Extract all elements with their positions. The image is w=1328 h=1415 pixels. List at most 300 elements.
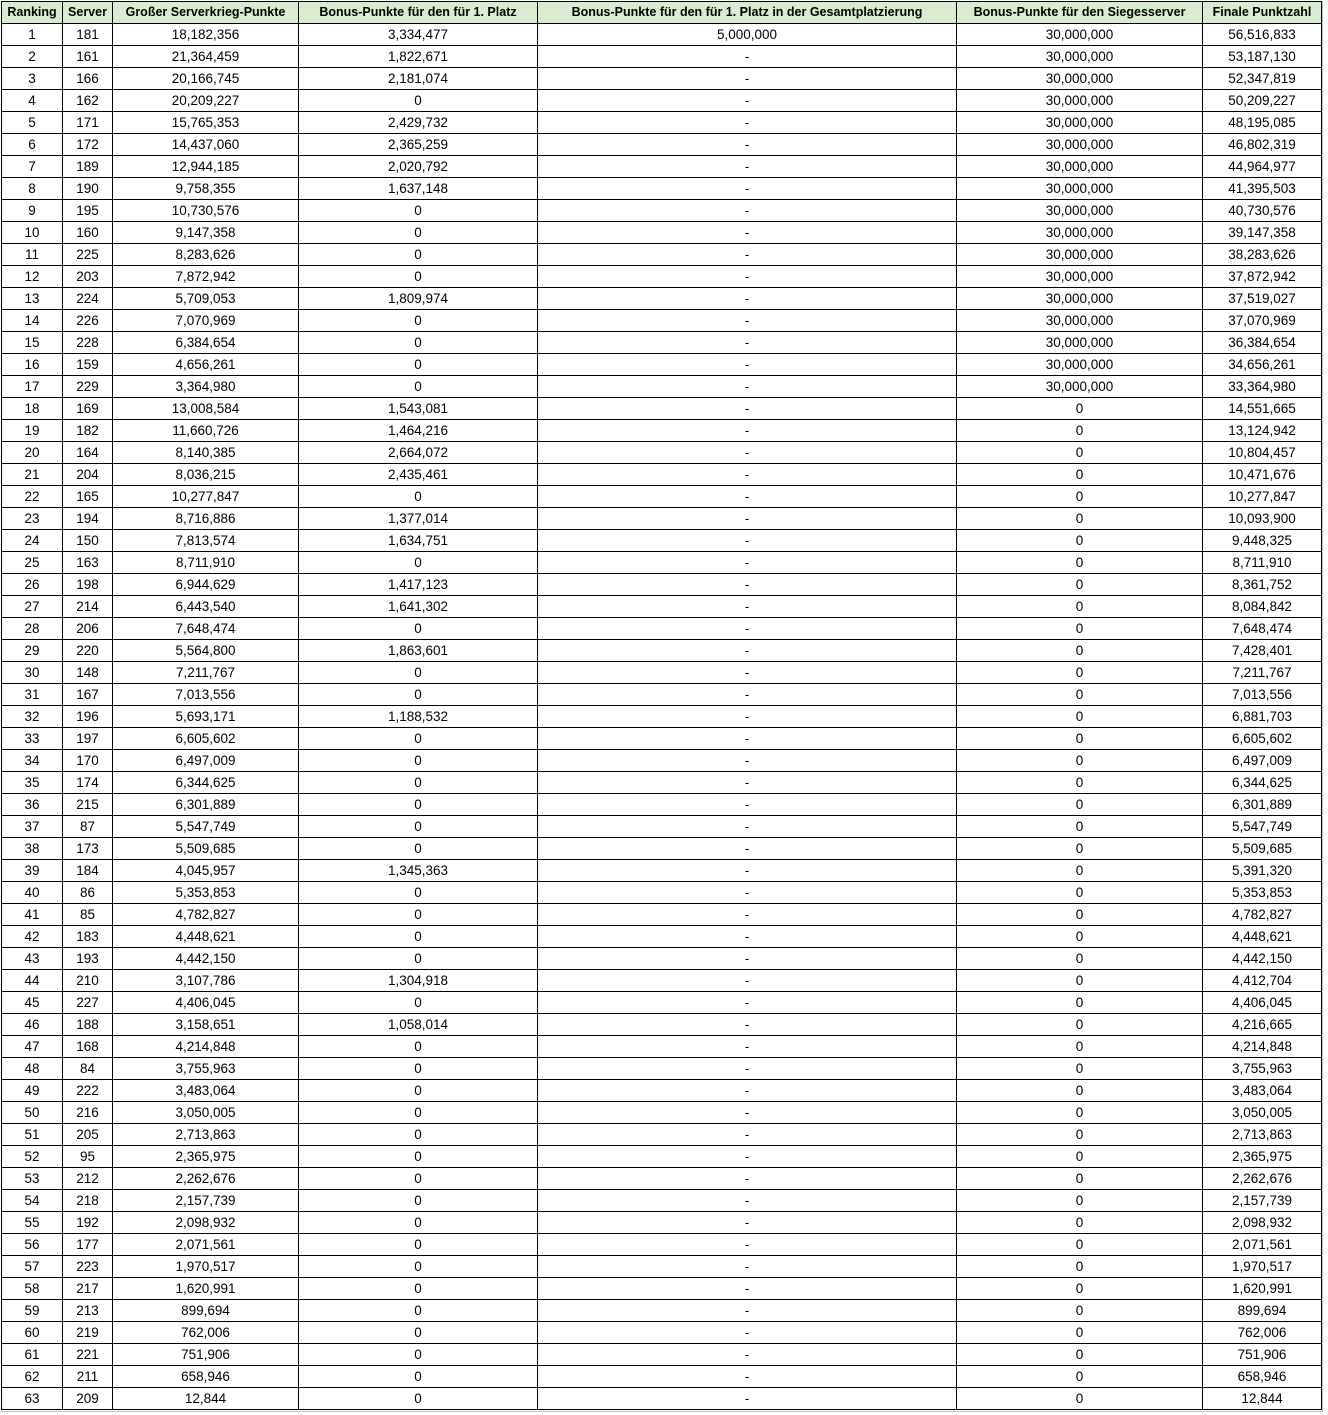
- ranking-cell: 33: [2, 728, 63, 750]
- ranking-cell: 7: [2, 156, 63, 178]
- bonus-overall-first-cell: -: [538, 728, 957, 750]
- bonus-winning-server-cell: 30,000,000: [957, 24, 1203, 46]
- final-score-cell: 8,084,842: [1203, 596, 1322, 618]
- server-cell: 219: [63, 1322, 113, 1344]
- bonus-winning-server-cell: 0: [957, 750, 1203, 772]
- bonus-winning-server-cell: 0: [957, 486, 1203, 508]
- serverkrieg-points-cell: 3,364,980: [113, 376, 299, 398]
- ranking-cell: 49: [2, 1080, 63, 1102]
- server-cell: 209: [63, 1388, 113, 1410]
- final-score-cell: 56,516,833: [1203, 24, 1322, 46]
- bonus-winning-server-cell: 30,000,000: [957, 134, 1203, 156]
- ranking-cell: 61: [2, 1344, 63, 1366]
- ranking-cell: 6: [2, 134, 63, 156]
- serverkrieg-points-cell: 6,944,629: [113, 574, 299, 596]
- bonus-winning-server-cell: 0: [957, 1278, 1203, 1300]
- server-cell: 161: [63, 46, 113, 68]
- bonus-winning-server-cell: 0: [957, 992, 1203, 1014]
- bonus-first-place-cell: 0: [299, 926, 538, 948]
- bonus-first-place-cell: 0: [299, 1036, 538, 1058]
- serverkrieg-points-cell: 5,564,800: [113, 640, 299, 662]
- bonus-winning-server-cell: 30,000,000: [957, 332, 1203, 354]
- final-score-cell: 8,361,752: [1203, 574, 1322, 596]
- bonus-first-place-cell: 0: [299, 1058, 538, 1080]
- ranking-cell: 62: [2, 1366, 63, 1388]
- serverkrieg-points-cell: 3,107,786: [113, 970, 299, 992]
- ranking-cell: 16: [2, 354, 63, 376]
- bonus-first-place-cell: 0: [299, 992, 538, 1014]
- bonus-overall-first-cell: -: [538, 596, 957, 618]
- serverkrieg-points-cell: 7,648,474: [113, 618, 299, 640]
- table-row: [2, 486, 1322, 508]
- table-row: [2, 1080, 1322, 1102]
- ranking-cell: 50: [2, 1102, 63, 1124]
- ranking-cell: 21: [2, 464, 63, 486]
- ranking-cell: 23: [2, 508, 63, 530]
- bonus-winning-server-cell: 0: [957, 1058, 1203, 1080]
- bonus-first-place-cell: 1,188,532: [299, 706, 538, 728]
- bonus-winning-server-cell: 0: [957, 1036, 1203, 1058]
- table-row: [2, 1366, 1322, 1388]
- table-row: [2, 860, 1322, 882]
- bonus-overall-first-cell: -: [538, 618, 957, 640]
- ranking-cell: 43: [2, 948, 63, 970]
- final-score-cell: 1,620,991: [1203, 1278, 1322, 1300]
- table-row: [2, 288, 1322, 310]
- bonus-overall-first-cell: -: [538, 376, 957, 398]
- serverkrieg-points-cell: 14,437,060: [113, 134, 299, 156]
- serverkrieg-points-cell: 7,813,574: [113, 530, 299, 552]
- table-row: [2, 244, 1322, 266]
- ranking-cell: 47: [2, 1036, 63, 1058]
- table-row: [2, 1168, 1322, 1190]
- final-score-cell: 12,844: [1203, 1388, 1322, 1410]
- bonus-winning-server-cell: 0: [957, 1256, 1203, 1278]
- bonus-first-place-cell: 1,641,302: [299, 596, 538, 618]
- serverkrieg-points-cell: 8,036,215: [113, 464, 299, 486]
- ranking-cell: 42: [2, 926, 63, 948]
- table-row: [2, 574, 1322, 596]
- serverkrieg-points-cell: 9,758,355: [113, 178, 299, 200]
- ranking-cell: 56: [2, 1234, 63, 1256]
- server-cell: 174: [63, 772, 113, 794]
- bonus-first-place-cell: 0: [299, 1344, 538, 1366]
- serverkrieg-points-cell: 6,497,009: [113, 750, 299, 772]
- table-row: [2, 68, 1322, 90]
- bonus-winning-server-cell: 30,000,000: [957, 310, 1203, 332]
- server-cell: 173: [63, 838, 113, 860]
- bonus-first-place-cell: 0: [299, 684, 538, 706]
- serverkrieg-points-cell: 21,364,459: [113, 46, 299, 68]
- server-cell: 95: [63, 1146, 113, 1168]
- ranking-cell: 20: [2, 442, 63, 464]
- ranking-cell: 8: [2, 178, 63, 200]
- bonus-overall-first-cell: -: [538, 354, 957, 376]
- serverkrieg-points-cell: 2,157,739: [113, 1190, 299, 1212]
- bonus-winning-server-cell: 0: [957, 838, 1203, 860]
- bonus-first-place-cell: 0: [299, 816, 538, 838]
- server-cell: 84: [63, 1058, 113, 1080]
- final-score-cell: 10,277,847: [1203, 486, 1322, 508]
- table-row: [2, 1124, 1322, 1146]
- bonus-overall-first-cell: -: [538, 1058, 957, 1080]
- final-score-cell: 13,124,942: [1203, 420, 1322, 442]
- serverkrieg-points-cell: 4,448,621: [113, 926, 299, 948]
- serverkrieg-points-cell: 6,605,602: [113, 728, 299, 750]
- final-score-cell: 7,648,474: [1203, 618, 1322, 640]
- ranking-cell: 31: [2, 684, 63, 706]
- final-score-cell: 3,483,064: [1203, 1080, 1322, 1102]
- bonus-winning-server-cell: 0: [957, 618, 1203, 640]
- server-cell: 204: [63, 464, 113, 486]
- bonus-first-place-cell: 1,863,601: [299, 640, 538, 662]
- server-cell: 221: [63, 1344, 113, 1366]
- server-cell: 162: [63, 90, 113, 112]
- serverkrieg-points-cell: 6,344,625: [113, 772, 299, 794]
- server-cell: 193: [63, 948, 113, 970]
- ranking-cell: 9: [2, 200, 63, 222]
- final-score-cell: 37,070,969: [1203, 310, 1322, 332]
- ranking-cell: 3: [2, 68, 63, 90]
- table-row: [2, 882, 1322, 904]
- server-cell: 212: [63, 1168, 113, 1190]
- serverkrieg-points-cell: 4,656,261: [113, 354, 299, 376]
- bonus-overall-first-cell: -: [538, 948, 957, 970]
- server-cell: 87: [63, 816, 113, 838]
- server-cell: 182: [63, 420, 113, 442]
- bonus-winning-server-cell: 0: [957, 1366, 1203, 1388]
- server-cell: 211: [63, 1366, 113, 1388]
- server-cell: 177: [63, 1234, 113, 1256]
- bonus-winning-server-cell: 30,000,000: [957, 46, 1203, 68]
- table-row: [2, 464, 1322, 486]
- final-score-cell: 48,195,085: [1203, 112, 1322, 134]
- serverkrieg-points-cell: 2,713,863: [113, 1124, 299, 1146]
- bonus-first-place-cell: 2,435,461: [299, 464, 538, 486]
- bonus-winning-server-cell: 0: [957, 1234, 1203, 1256]
- bonus-overall-first-cell: -: [538, 486, 957, 508]
- bonus-first-place-cell: 0: [299, 200, 538, 222]
- bonus-overall-first-cell: -: [538, 1102, 957, 1124]
- bonus-winning-server-cell: 0: [957, 794, 1203, 816]
- header-row: [2, 2, 1322, 24]
- final-score-cell: 762,006: [1203, 1322, 1322, 1344]
- server-cell: 217: [63, 1278, 113, 1300]
- bonus-overall-first-cell: -: [538, 684, 957, 706]
- bonus-overall-first-cell: -: [538, 156, 957, 178]
- table-row: [2, 1036, 1322, 1058]
- table-row: [2, 266, 1322, 288]
- serverkrieg-points-cell: 2,098,932: [113, 1212, 299, 1234]
- bonus-overall-first-cell: -: [538, 1168, 957, 1190]
- final-score-cell: 6,881,703: [1203, 706, 1322, 728]
- serverkrieg-points-cell: 4,442,150: [113, 948, 299, 970]
- bonus-first-place-cell: 0: [299, 1234, 538, 1256]
- bonus-overall-first-cell: -: [538, 706, 957, 728]
- serverkrieg-points-cell: 4,782,827: [113, 904, 299, 926]
- server-cell: 213: [63, 1300, 113, 1322]
- table-row: [2, 992, 1322, 1014]
- ranking-cell: 39: [2, 860, 63, 882]
- server-cell: 188: [63, 1014, 113, 1036]
- server-cell: 166: [63, 68, 113, 90]
- final-score-cell: 4,214,848: [1203, 1036, 1322, 1058]
- bonus-winning-server-cell: 0: [957, 552, 1203, 574]
- ranking-cell: 2: [2, 46, 63, 68]
- bonus-first-place-cell: 0: [299, 266, 538, 288]
- server-cell: 203: [63, 266, 113, 288]
- table-body: [2, 24, 1322, 1410]
- bonus-first-place-cell: 0: [299, 1366, 538, 1388]
- final-score-cell: 33,364,980: [1203, 376, 1322, 398]
- server-cell: 148: [63, 662, 113, 684]
- bonus-winning-server-cell: 30,000,000: [957, 222, 1203, 244]
- server-cell: 171: [63, 112, 113, 134]
- bonus-winning-server-cell: 30,000,000: [957, 244, 1203, 266]
- bonus-winning-server-cell: 0: [957, 904, 1203, 926]
- bonus-overall-first-cell: -: [538, 112, 957, 134]
- table-row: [2, 596, 1322, 618]
- bonus-winning-server-cell: 0: [957, 1212, 1203, 1234]
- bonus-overall-first-cell: -: [538, 530, 957, 552]
- final-score-cell: 10,471,676: [1203, 464, 1322, 486]
- bonus-first-place-cell: 2,020,792: [299, 156, 538, 178]
- bonus-overall-first-cell: -: [538, 1256, 957, 1278]
- bonus-winning-server-cell: 30,000,000: [957, 90, 1203, 112]
- bonus-overall-first-cell: -: [538, 134, 957, 156]
- ranking-cell: 5: [2, 112, 63, 134]
- ranking-cell: 36: [2, 794, 63, 816]
- final-score-cell: 3,755,963: [1203, 1058, 1322, 1080]
- ranking-cell: 45: [2, 992, 63, 1014]
- server-cell: 183: [63, 926, 113, 948]
- table-row: [2, 508, 1322, 530]
- serverkrieg-points-cell: 20,209,227: [113, 90, 299, 112]
- table-row: [2, 310, 1322, 332]
- table-row: [2, 420, 1322, 442]
- bonus-winning-server-cell: 0: [957, 508, 1203, 530]
- final-score-cell: 899,694: [1203, 1300, 1322, 1322]
- bonus-first-place-cell: 0: [299, 794, 538, 816]
- bonus-winning-server-cell: 0: [957, 1388, 1203, 1410]
- server-cell: 192: [63, 1212, 113, 1234]
- bonus-overall-first-cell: -: [538, 816, 957, 838]
- serverkrieg-points-cell: 7,013,556: [113, 684, 299, 706]
- bonus-winning-server-cell: 0: [957, 1102, 1203, 1124]
- bonus-first-place-cell: 2,365,259: [299, 134, 538, 156]
- bonus-winning-server-cell: 0: [957, 728, 1203, 750]
- ranking-cell: 41: [2, 904, 63, 926]
- ranking-cell: 34: [2, 750, 63, 772]
- table-row: [2, 332, 1322, 354]
- bonus-first-place-cell: 3,334,477: [299, 24, 538, 46]
- serverkrieg-points-cell: 6,443,540: [113, 596, 299, 618]
- bonus-first-place-cell: 0: [299, 1168, 538, 1190]
- ranking-cell: 1: [2, 24, 63, 46]
- serverkrieg-points-cell: 3,483,064: [113, 1080, 299, 1102]
- bonus-overall-first-cell: -: [538, 1146, 957, 1168]
- bonus-first-place-cell: 0: [299, 1080, 538, 1102]
- bonus-overall-first-cell: -: [538, 90, 957, 112]
- serverkrieg-points-cell: 13,008,584: [113, 398, 299, 420]
- serverkrieg-points-cell: 5,547,749: [113, 816, 299, 838]
- bonus-overall-first-cell: -: [538, 1300, 957, 1322]
- ranking-cell: 59: [2, 1300, 63, 1322]
- ranking-cell: 10: [2, 222, 63, 244]
- bonus-winning-server-cell: 30,000,000: [957, 178, 1203, 200]
- ranking-cell: 32: [2, 706, 63, 728]
- final-score-cell: 44,964,977: [1203, 156, 1322, 178]
- final-score-cell: 4,406,045: [1203, 992, 1322, 1014]
- bonus-first-place-cell: 0: [299, 1146, 538, 1168]
- table-row: [2, 794, 1322, 816]
- server-cell: 163: [63, 552, 113, 574]
- serverkrieg-points-cell: 7,872,942: [113, 266, 299, 288]
- serverkrieg-points-cell: 3,755,963: [113, 1058, 299, 1080]
- table-row: [2, 24, 1322, 46]
- final-score-cell: 40,730,576: [1203, 200, 1322, 222]
- final-score-cell: 38,283,626: [1203, 244, 1322, 266]
- bonus-overall-first-cell: -: [538, 464, 957, 486]
- bonus-first-place-cell: 1,377,014: [299, 508, 538, 530]
- bonus-winning-server-cell: 30,000,000: [957, 112, 1203, 134]
- bonus-winning-server-cell: 0: [957, 1300, 1203, 1322]
- final-score-cell: 4,442,150: [1203, 948, 1322, 970]
- bonus-winning-server-cell: 0: [957, 1322, 1203, 1344]
- server-cell: 194: [63, 508, 113, 530]
- final-score-cell: 2,157,739: [1203, 1190, 1322, 1212]
- serverkrieg-points-cell: 11,660,726: [113, 420, 299, 442]
- bonus-overall-first-cell: -: [538, 1388, 957, 1410]
- bonus-overall-first-cell: -: [538, 266, 957, 288]
- bonus-winning-server-cell: 30,000,000: [957, 354, 1203, 376]
- serverkrieg-points-cell: 5,693,171: [113, 706, 299, 728]
- final-score-cell: 4,412,704: [1203, 970, 1322, 992]
- server-cell: 214: [63, 596, 113, 618]
- serverkrieg-points-cell: 762,006: [113, 1322, 299, 1344]
- table-row: [2, 1278, 1322, 1300]
- ranking-cell: 37: [2, 816, 63, 838]
- bonus-first-place-cell: 0: [299, 486, 538, 508]
- ranking-cell: 44: [2, 970, 63, 992]
- bonus-overall-first-cell: -: [538, 640, 957, 662]
- bonus-first-place-cell: 0: [299, 948, 538, 970]
- bonus-winning-server-cell: 0: [957, 1146, 1203, 1168]
- final-score-cell: 52,347,819: [1203, 68, 1322, 90]
- serverkrieg-points-cell: 658,946: [113, 1366, 299, 1388]
- serverkrieg-points-cell: 6,384,654: [113, 332, 299, 354]
- final-score-cell: 50,209,227: [1203, 90, 1322, 112]
- bonus-winning-server-cell: 0: [957, 1124, 1203, 1146]
- bonus-winning-server-cell: 0: [957, 464, 1203, 486]
- final-score-cell: 4,448,621: [1203, 926, 1322, 948]
- ranking-cell: 19: [2, 420, 63, 442]
- final-score-cell: 751,906: [1203, 1344, 1322, 1366]
- bonus-overall-first-cell: -: [538, 310, 957, 332]
- bonus-winning-server-cell: 0: [957, 1168, 1203, 1190]
- final-score-cell: 658,946: [1203, 1366, 1322, 1388]
- bonus-overall-first-cell: -: [538, 992, 957, 1014]
- ranking-cell: 28: [2, 618, 63, 640]
- table-row: [2, 1014, 1322, 1036]
- ranking-cell: 38: [2, 838, 63, 860]
- server-cell: 216: [63, 1102, 113, 1124]
- ranking-cell: 17: [2, 376, 63, 398]
- bonus-first-place-cell: 0: [299, 332, 538, 354]
- ranking-cell: 29: [2, 640, 63, 662]
- serverkrieg-points-cell: 3,158,651: [113, 1014, 299, 1036]
- bonus-overall-first-cell: -: [538, 46, 957, 68]
- final-score-cell: 7,211,767: [1203, 662, 1322, 684]
- table-row: [2, 1344, 1322, 1366]
- ranking-cell: 51: [2, 1124, 63, 1146]
- ranking-cell: 30: [2, 662, 63, 684]
- server-cell: 225: [63, 244, 113, 266]
- server-cell: 168: [63, 1036, 113, 1058]
- serverkrieg-points-cell: 4,045,957: [113, 860, 299, 882]
- server-cell: 210: [63, 970, 113, 992]
- final-score-cell: 2,713,863: [1203, 1124, 1322, 1146]
- table-row: [2, 838, 1322, 860]
- table-row: [2, 1234, 1322, 1256]
- ranking-cell: 57: [2, 1256, 63, 1278]
- final-score-cell: 3,050,005: [1203, 1102, 1322, 1124]
- table-row: [2, 728, 1322, 750]
- final-score-cell: 6,497,009: [1203, 750, 1322, 772]
- ranking-cell: 27: [2, 596, 63, 618]
- bonus-winning-server-cell: 0: [957, 882, 1203, 904]
- bonus-first-place-cell: 1,464,216: [299, 420, 538, 442]
- ranking-cell: 55: [2, 1212, 63, 1234]
- ranking-cell: 60: [2, 1322, 63, 1344]
- table-row: [2, 376, 1322, 398]
- bonus-winning-server-cell: 30,000,000: [957, 376, 1203, 398]
- serverkrieg-points-cell: 8,711,910: [113, 552, 299, 574]
- table-row: [2, 112, 1322, 134]
- bonus-first-place-cell: 0: [299, 1212, 538, 1234]
- ranking-cell: 22: [2, 486, 63, 508]
- bonus-winning-server-cell: 0: [957, 530, 1203, 552]
- bonus-first-place-cell: 0: [299, 90, 538, 112]
- bonus-first-place-cell: 0: [299, 838, 538, 860]
- serverkrieg-points-cell: 7,211,767: [113, 662, 299, 684]
- final-score-cell: 37,519,027: [1203, 288, 1322, 310]
- table-row: [2, 1388, 1322, 1410]
- bonus-overall-first-cell: -: [538, 420, 957, 442]
- bonus-overall-first-cell: -: [538, 1212, 957, 1234]
- bonus-first-place-cell: 1,345,363: [299, 860, 538, 882]
- final-score-cell: 10,093,900: [1203, 508, 1322, 530]
- bonus-overall-first-cell: -: [538, 838, 957, 860]
- bonus-overall-first-cell: -: [538, 1124, 957, 1146]
- serverkrieg-points-cell: 18,182,356: [113, 24, 299, 46]
- bonus-overall-first-cell: -: [538, 288, 957, 310]
- bonus-overall-first-cell: -: [538, 398, 957, 420]
- bonus-overall-first-cell: -: [538, 1234, 957, 1256]
- bonus-winning-server-cell: 0: [957, 926, 1203, 948]
- bonus-first-place-cell: 0: [299, 728, 538, 750]
- final-score-cell: 41,395,503: [1203, 178, 1322, 200]
- bonus-overall-first-cell: -: [538, 1080, 957, 1102]
- bonus-winning-server-cell: 0: [957, 662, 1203, 684]
- table-row: [2, 970, 1322, 992]
- table-row: [2, 684, 1322, 706]
- header-ranking: Ranking: [2, 2, 63, 24]
- server-cell: 224: [63, 288, 113, 310]
- bonus-overall-first-cell: 5,000,000: [538, 24, 957, 46]
- ranking-cell: 25: [2, 552, 63, 574]
- bonus-first-place-cell: 1,304,918: [299, 970, 538, 992]
